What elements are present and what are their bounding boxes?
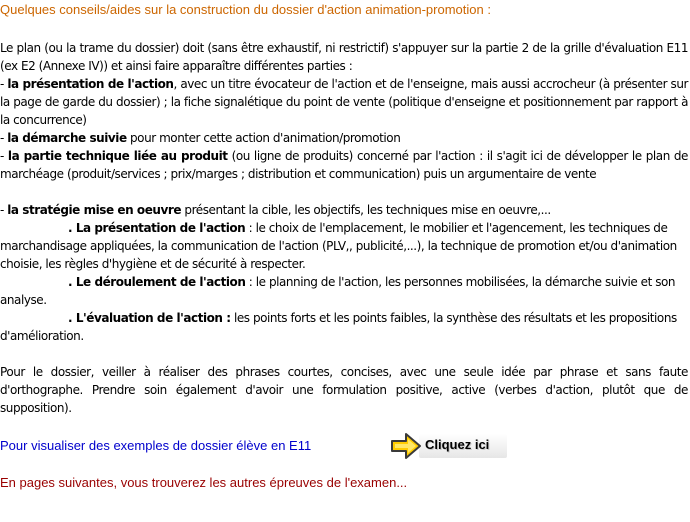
list-bullet: - — [0, 203, 8, 217]
sub-item-title: . Le déroulement de l'action — [68, 275, 246, 289]
list-item — [0, 201, 688, 219]
intro-paragraph: Le plan (ou la trame du dossier) doit (sans être exhaustif, ni restrictif) s'appuyer sur la partie 2 de la grille d'évaluation E11 (ex E2 (Annexe IV)) et ainsi faire apparaître différentes parties : — [0, 41, 688, 73]
list-item — [0, 75, 688, 129]
sub-item — [0, 219, 688, 273]
sub-item-text: : le choix de l'emplacement, le mobilier et l'agencement, les techniques de marchandisage appliquées, la communication de l'action (PLV,, publicité,...), la technique de promotion et/ou d'animation choisie, les règles d'hygiène et de sécurité à respecter. — [0, 221, 677, 271]
list-item-title: la démarche suivie — [7, 131, 127, 145]
list-item — [0, 129, 688, 147]
sub-item — [0, 273, 688, 309]
footer-note: En pages suivantes, vous trouverez les autres épreuves de l'examen... — [0, 475, 408, 490]
list-item-title: la stratégie mise en oeuvre — [7, 203, 182, 217]
sub-item — [0, 309, 688, 345]
list-item-text: (ou ligne de produits) concerné par l'action : il s'agit ici de développer le plan de marchéage (produit/services ; prix/marges ; distribution et communication) puis un argumentaire de vente — [0, 149, 688, 181]
examples-link-text: Pour visualiser des exemples de dossier élève en E11 — [0, 438, 312, 453]
advice-paragraph: Pour le dossier, veiller à réaliser des phrases courtes, concises, avec une seule idée par phrase et sans faute d'orthographe. Prendre soin également d'avoir une formulation positive, active (verbes d'action, plutôt que de supposition). — [0, 365, 688, 415]
list-item-text: pour monter cette action d'animation/promotion — [126, 131, 401, 145]
list-bullet: - — [0, 149, 8, 163]
page-heading: Quelques conseils/aides sur la construction du dossier d'action animation-promotion : — [0, 2, 491, 17]
examples-row — [0, 430, 690, 460]
sub-item-title: . L'évaluation de l'action : — [68, 311, 231, 325]
arrow-right-icon — [389, 432, 423, 460]
sub-item-text: les points forts et les points faibles, la synthèse des résultats et les propositions d'amélioration. — [0, 311, 677, 343]
list-item-text: , avec un titre évocateur de l'action et de l'enseigne, mais aussi accrocheur (à présenter sur la page de garde du dossier) ; la fiche signalétique du point de vente (politique d'enseigne et positionnement par rapport à la concurrence) — [0, 77, 688, 127]
list-item — [0, 147, 688, 183]
sub-item-text: : le planning de l'action, les personnes mobilisées, la démarche suivie et son analyse. — [0, 275, 676, 307]
list-bullet: - — [0, 131, 8, 145]
cliquez-ici-button[interactable] — [389, 430, 513, 462]
cta-label: Cliquez ici — [425, 437, 490, 452]
sub-item-title: . La présentation de l'action — [68, 221, 246, 235]
list-bullet: - — [0, 77, 8, 91]
list-item-title: la présentation de l'action — [7, 77, 174, 91]
list-item-title: la partie technique liée au produit — [7, 149, 228, 163]
list-item-text: présentant la cible, les objectifs, les techniques mise en oeuvre,... — [181, 203, 551, 217]
